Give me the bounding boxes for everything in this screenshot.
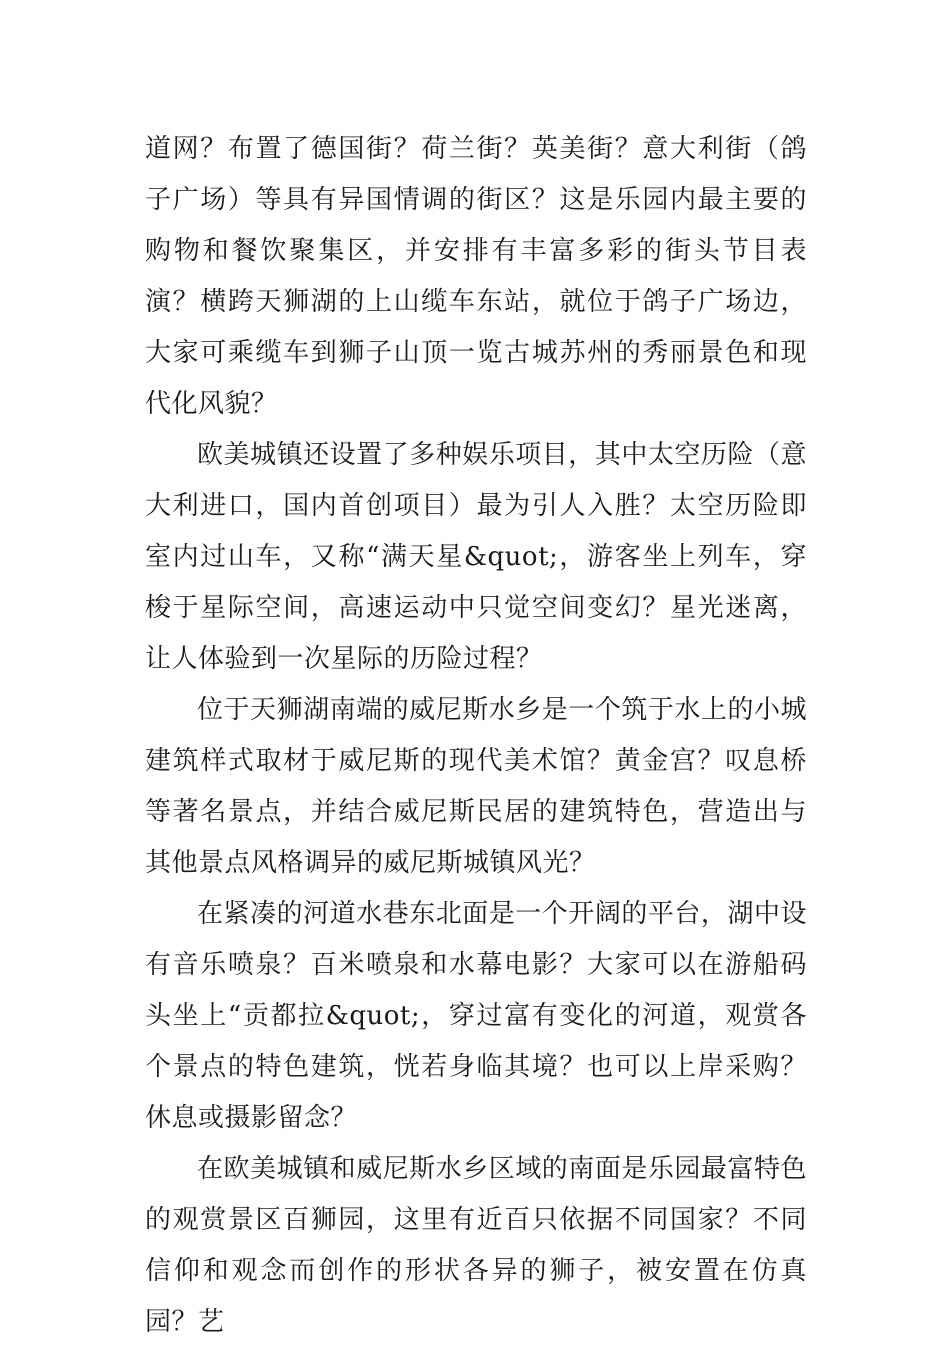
- paragraph: 在紧凑的河道水巷东北面是一个开阔的平台，湖中设有音乐喷泉？百米喷泉和水幕电影？大家可以在游船码头坐上“贡都拉&quot;，穿过富有变化的河道，观赏各个景点的特色建筑，恍若身临其境？也可以上岸采购？休息或摄影留念？: [145, 899, 807, 1133]
- body-text: [145, 124, 807, 1348]
- paragraph: 位于天狮湖南端的威尼斯水乡是一个筑于水上的小城建筑样式取材于威尼斯的现代美术馆？黄金宫？叹息桥等著名景点，并结合威尼斯民居的建筑特色，营造出与其他景点风格调异的威尼斯城镇风光？: [145, 695, 807, 878]
- paragraph: 道网？布置了德国街？荷兰街？英美街？意大利街（鸽子广场）等具有异国情调的街区？这是乐园内最主要的购物和餐饮聚集区，并安排有丰富多彩的街头节目表演？横跨天狮湖的上山缆车东站，就位于鸽子广场边，大家可乘缆车到狮子山顶一览古城苏州的秀丽景色和现代化风貌？: [145, 134, 807, 419]
- paragraph: 在欧美城镇和威尼斯水乡区域的南面是乐园最富特色的观赏景区百狮园，这里有近百只依据不同国家？不同信仰和观念而创作的形状各异的狮子，被安置在仿真园？艺: [145, 1154, 807, 1337]
- paragraph: 欧美城镇还设置了多种娱乐项目，其中太空历险（意大利进口，国内首创项目）最为引人入胜？太空历险即室内过山车，又称“满天星&quot;，游客坐上列车，穿梭于星际空间，高速运动中只觉空间变幻？星光迷离，让人体验到一次星际的历险过程？: [145, 440, 807, 674]
